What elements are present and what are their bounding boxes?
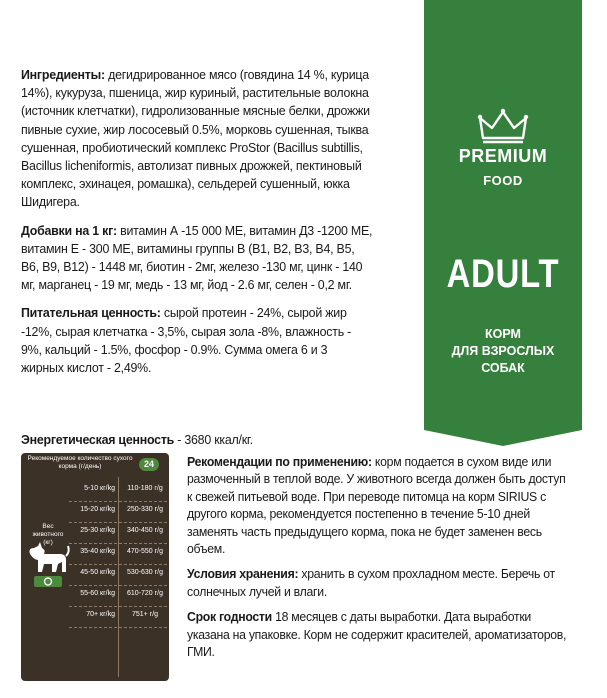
composition-block xyxy=(21,66,373,387)
shelf-life-text: 18 месяцев с даты выработки. Дата выработки указана на упаковке. Корм не содержит красителей, ароматизаторов, ГМИ. xyxy=(187,609,567,660)
recommendations-paragraph xyxy=(187,453,568,557)
feeding-table-header: Рекомендуемое количество сухого корма (г/день) xyxy=(27,455,133,470)
row-weight: 15-20 кг/kg xyxy=(80,506,115,513)
row-weight: 35-40 кг/kg xyxy=(80,548,115,555)
row-weight: 55-60 кг/kg xyxy=(80,590,115,597)
adult-subtitle-line3: СОБАК xyxy=(481,361,525,375)
adult-subtitle-line2: ДЛЯ ВЗРОСЛЫХ xyxy=(451,344,555,358)
energy-label: Энергетическая ценность xyxy=(21,432,175,447)
banner-notch xyxy=(424,430,582,446)
row-weight: 45-50 кг/kg xyxy=(80,569,115,576)
usage-block xyxy=(187,453,568,668)
feeding-weight-label: Вес животного (кг) xyxy=(32,523,64,546)
table-row xyxy=(69,523,167,544)
storage-text: хранить в сухом прохладном месте. Беречь от солнечных лучей и влаги. xyxy=(187,566,555,599)
storage-paragraph xyxy=(187,565,568,600)
shelf-life-label: Срок годности xyxy=(187,609,272,625)
table-row xyxy=(69,502,167,523)
nutrition-text: сырой протеин - 24%, сырой жир -12%, сырая клетчатка - 3,5%, сырая зола -8%, влажность - 9%, кальций - 1.5%, фосфор - 0.9%. Сумма омега 6 и 3 жирных кислот - 2,49%. xyxy=(21,305,352,376)
adult-subtitle xyxy=(424,326,582,377)
ingredients-paragraph xyxy=(21,66,373,212)
feeding-protein-badge: 24 xyxy=(139,458,159,471)
shelf-life-paragraph xyxy=(187,608,568,660)
table-row xyxy=(69,565,167,586)
row-grams: 751+ г/g xyxy=(131,611,159,618)
nutrition-paragraph xyxy=(21,304,373,377)
feeding-table-rows xyxy=(69,481,167,628)
row-grams: 530-630 г/g xyxy=(126,569,164,576)
additives-paragraph xyxy=(21,222,373,295)
ingredients-label: Ингредиенты: xyxy=(21,67,105,82)
row-grams: 110-180 г/g xyxy=(127,485,163,492)
recommendations-text: корм подается в сухом виде или размоченный в теплой воде. У животного всегда должен быть доступ к свежей питьевой воде. При переводе питомца на корм SIRIUS с другого корма, рекомендуется постепенно в течение 5-10 дней заменять часть предыдущего корма, пока не будет заменен весь объем. xyxy=(187,454,566,557)
adult-subtitle-line1: КОРМ xyxy=(485,327,521,341)
row-grams: 250-330 г/g xyxy=(126,506,164,513)
table-row xyxy=(69,481,167,502)
table-row xyxy=(69,607,167,628)
storage-label: Условия хранения: xyxy=(187,566,299,582)
recommendations-label: Рекомендации по применению: xyxy=(187,454,372,469)
adult-title: ADULT xyxy=(446,252,560,296)
additives-label: Добавки на 1 кг: xyxy=(21,222,117,238)
dog-icon xyxy=(26,540,70,576)
row-grams: 340-450 г/g xyxy=(126,527,164,534)
crown-icon xyxy=(477,108,529,144)
row-weight: 70+ кг/kg xyxy=(86,611,115,618)
row-weight: 5-10 кг/kg xyxy=(84,485,115,492)
premium-title: PREMIUM xyxy=(458,146,548,166)
row-grams: 610-720 г/g xyxy=(126,590,164,597)
table-row xyxy=(69,586,167,607)
scale-icon xyxy=(33,574,63,588)
energy-text: - 3680 ккал/кг. xyxy=(174,432,253,447)
row-grams: 470-550 г/g xyxy=(126,548,164,555)
nutrition-label: Питательная ценность: xyxy=(21,305,161,321)
table-row xyxy=(69,544,167,565)
food-title: FOOD xyxy=(483,173,523,188)
energy-paragraph xyxy=(21,432,253,447)
ingredients-text: дегидрированное мясо (говядина 14 %, курица 14%), кукуруза, пшеница, жир куриный, растительные волокна (источник клетчатки), гидролизованные мясные белки, дрожжи пивные сухие, жир лососевый 0.5%, морковь сушенная, тыква сушенная, пробиотический комплекс ProStor (Bacillus subtillis, Bacillus licheniformis, автолизат пивных дрожжей, пектиновый комплекс, эхинацея, ромашка), сельдерей сушенный, юкка Шидигера. xyxy=(21,67,370,210)
row-weight: 25-30 кг/kg xyxy=(80,527,115,534)
additives-text: витамин А -15 000 МЕ, витамин Д3 -1200 МЕ, витамин Е - 300 МЕ, витамины группы В (В1, В2, В3, В4, В5, В6, В9, В12) - 1448 мг, биотин - 2мг, железо -130 мг, цинк - 140 мг, марганец - 19 мг, медь - 13 мг, йод - 2.6 мг, селен - 0,2 мг. xyxy=(21,222,373,293)
